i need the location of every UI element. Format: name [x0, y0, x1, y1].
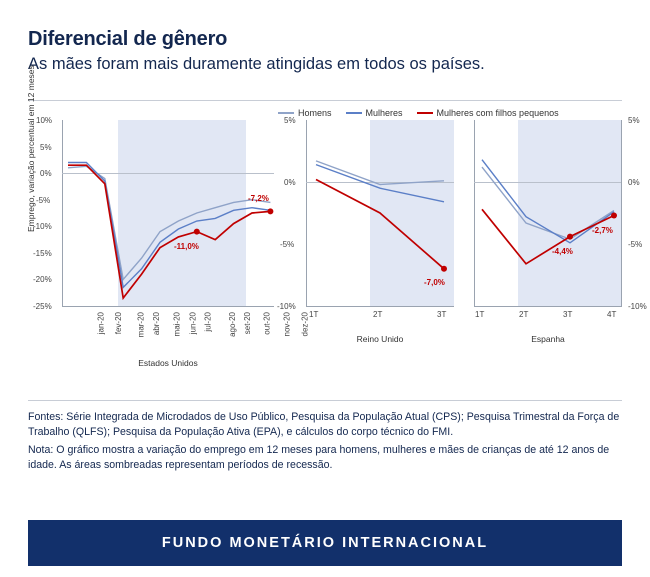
xtick-es-2: 3T — [563, 310, 573, 319]
legend-swatch-mulheres — [346, 112, 362, 114]
panel-espanha — [474, 116, 647, 344]
divider-top — [28, 100, 622, 101]
legend-swatch-homens — [278, 112, 294, 114]
legend-item-mulheres — [346, 108, 403, 118]
divider-bottom — [28, 400, 622, 401]
y-axis-label: Emprego, variação percentual em 12 meses — [26, 65, 36, 232]
xtick-us-8: set-20 — [243, 312, 253, 335]
legend-label-mulheres: Mulheres — [365, 108, 403, 118]
ytick-us-5: -15% — [33, 248, 52, 258]
chart-notes — [28, 410, 624, 475]
marker-es-3t — [567, 234, 573, 240]
ytick-us-4: -10% — [33, 222, 52, 232]
plot-lines-us — [62, 120, 274, 306]
marker-us-ago — [194, 229, 200, 235]
panel-label-estados-unidos: Estados Unidos — [138, 358, 198, 368]
datalabel-es-27: -2,7% — [592, 226, 613, 235]
xtick-us-3: abr-20 — [152, 312, 162, 336]
panel-label-reino-unido: Reino Unido — [356, 334, 404, 344]
xtick-uk-2: 3T — [437, 310, 447, 319]
footer-organization: FUNDO MONETÁRIO INTERNACIONAL — [161, 535, 489, 551]
xtick-uk-0: 1T — [309, 310, 319, 319]
footer-bar — [28, 520, 622, 566]
ytick-es-0: 5% — [628, 116, 640, 125]
x-axis-uk — [306, 306, 454, 307]
chart-legend — [278, 108, 559, 118]
ytick-us-3: -5% — [36, 195, 51, 205]
datalabel-us-72: -7,2% — [248, 194, 269, 203]
xtick-us-6: jul-20 — [203, 312, 213, 332]
ytick-us-1: 5% — [40, 142, 52, 152]
ytick-uk-1: 0% — [284, 178, 296, 187]
marker-es-4t — [611, 213, 617, 219]
ytick-us-6: -20% — [33, 275, 52, 285]
xtick-us-2: mar-20 — [136, 312, 146, 338]
xtick-us-4: mai-20 — [172, 312, 182, 337]
legend-label-homens: Homens — [298, 108, 332, 118]
chart-container — [26, 65, 647, 394]
legend-swatch-maes — [417, 112, 433, 114]
legend-item-maes — [417, 108, 559, 118]
page-title: Diferencial de gênero — [28, 28, 228, 50]
xtick-us-0: jan-20 — [96, 312, 106, 335]
x-axis-us — [62, 306, 274, 307]
datalabel-es-44: -4,4% — [552, 247, 573, 256]
ytick-es-1: 0% — [628, 178, 640, 187]
datalabel-uk-70: -7,0% — [424, 278, 445, 287]
line-maes-us — [68, 165, 270, 298]
ytick-uk-3: -10% — [277, 302, 296, 311]
xtick-us-11: dez-20 — [300, 312, 310, 337]
line-maes-es — [482, 209, 614, 263]
panel-label-espanha: Espanha — [531, 334, 565, 344]
line-mulheres-us — [68, 163, 270, 288]
line-homens-us — [68, 166, 270, 279]
ytick-es-3: -10% — [628, 302, 647, 311]
ytick-es-2: -5% — [628, 240, 643, 249]
marker-us-dez — [267, 208, 273, 214]
ytick-us-2: 0% — [40, 169, 52, 179]
line-mulheres-uk — [316, 165, 444, 202]
xtick-es-1: 2T — [519, 310, 529, 319]
line-homens-uk — [316, 161, 444, 185]
notes-note: Nota: O gráfico mostra a variação do emprego em 12 meses para homens, mulheres e mães de crianças de até 12 anos de idade. As áreas sombreadas representam períodos de recessão. — [28, 443, 610, 472]
ytick-uk-2: -5% — [280, 240, 295, 249]
xtick-us-7: ago-20 — [227, 312, 237, 337]
x-axis-es — [474, 306, 622, 307]
line-maes-uk — [316, 180, 444, 269]
ytick-us-7: -25% — [33, 302, 52, 311]
plot-lines-es — [474, 120, 622, 306]
xtick-us-1: fev-20 — [114, 312, 124, 335]
xtick-us-5: jun-20 — [188, 312, 198, 335]
marker-uk-3t — [441, 266, 447, 272]
page-subtitle: As mães foram mais duramente atingidas em todos os países. — [28, 55, 485, 73]
xtick-es-3: 4T — [607, 310, 617, 319]
ytick-uk-0: 5% — [284, 116, 296, 125]
legend-label-maes: Mulheres com filhos pequenos — [436, 108, 559, 118]
datalabel-us-11: -11,0% — [174, 242, 199, 251]
xtick-es-0: 1T — [475, 310, 485, 319]
notes-sources: Fontes: Série Integrada de Microdados de Uso Público, Pesquisa da População Atual (CPS); Pesquisa Trimestral da Força de Trabalho (QLFS); Pesquisa da População Ativa (EPA), e cálculos do corpo técnico do FMI. — [28, 411, 620, 439]
panel-estados-unidos — [33, 116, 310, 368]
xtick-us-10: nov-20 — [282, 312, 292, 337]
ytick-us-0: 10% — [36, 116, 53, 125]
xtick-us-9: out-20 — [262, 312, 272, 335]
xtick-uk-1: 2T — [373, 310, 383, 319]
